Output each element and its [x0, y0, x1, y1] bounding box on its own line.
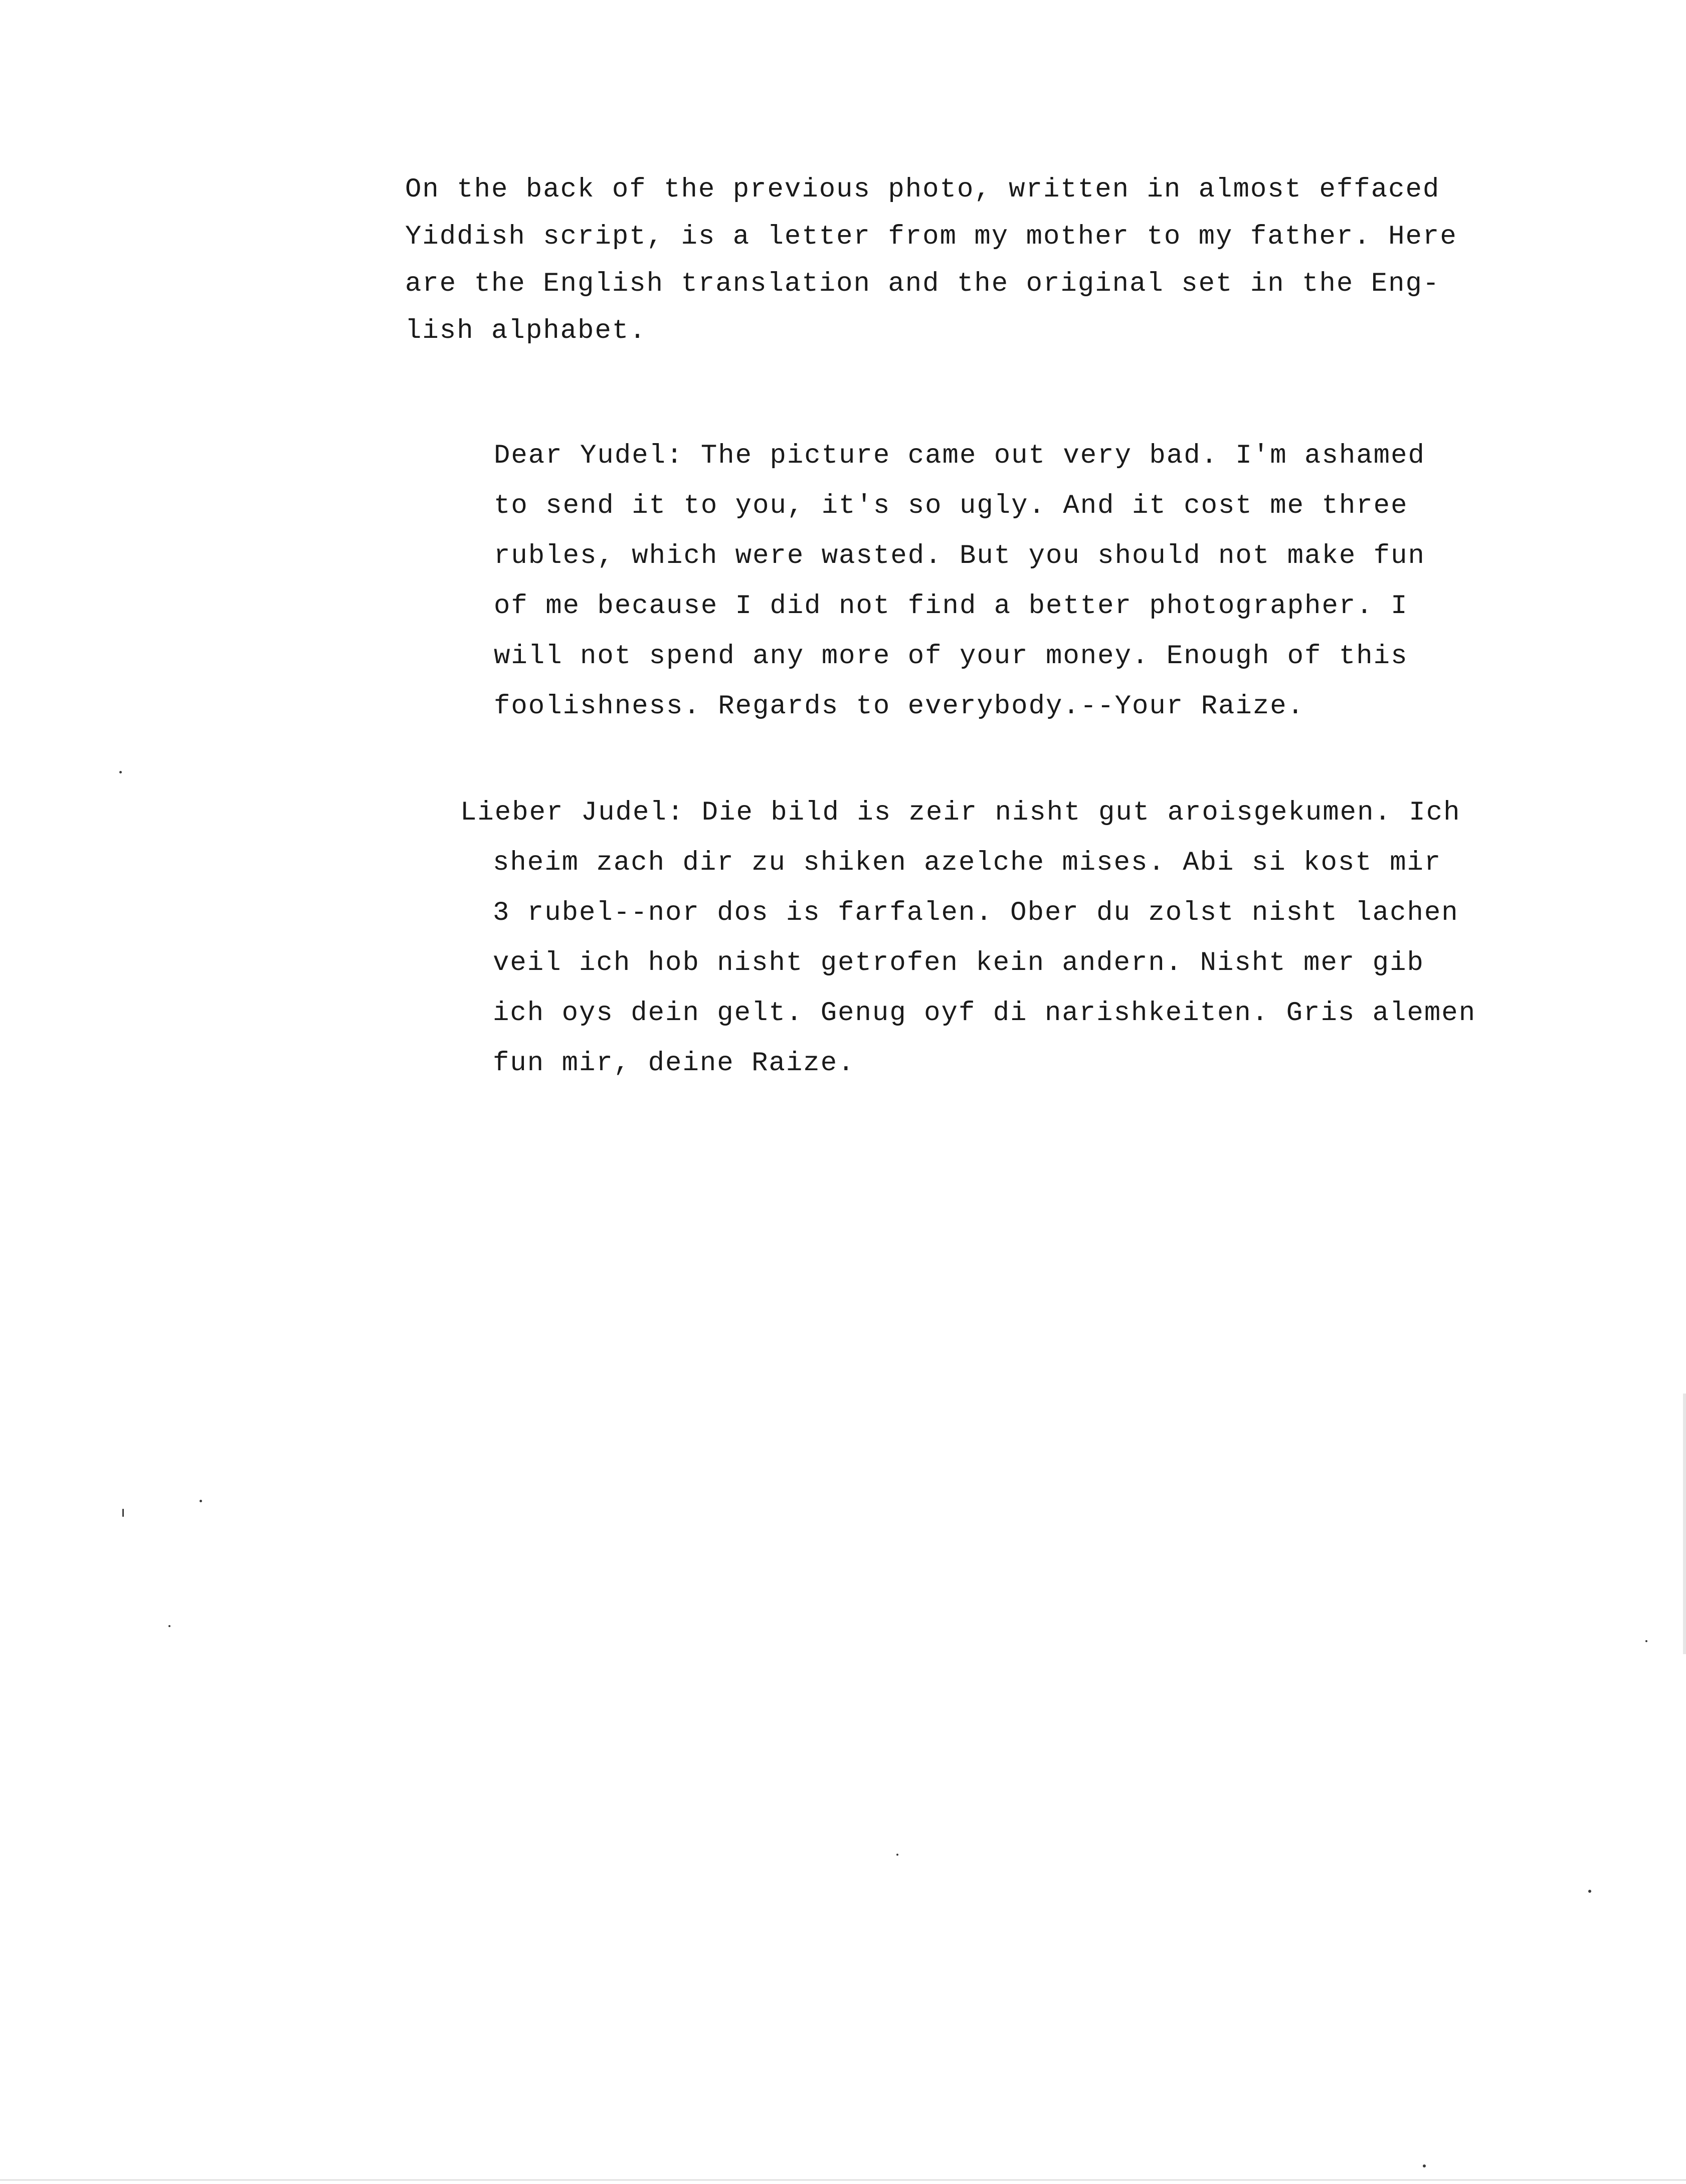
english-letter-line: Dear Yudel: The picture came out very bad. I'm ashamed	[494, 441, 1425, 471]
intro-line: Yiddish script, is a letter from my mother to my father. Here	[405, 222, 1457, 252]
intro-line: lish alphabet.	[405, 316, 647, 346]
scan-speck	[1588, 1890, 1591, 1893]
scan-speck	[1645, 1640, 1647, 1642]
english-letter	[494, 431, 1425, 732]
scan-speck	[122, 1509, 124, 1517]
intro-paragraph	[405, 166, 1457, 355]
yiddish-letter-line: ich oys dein gelt. Genug oyf di narishkeiten. Gris alemen	[493, 998, 1476, 1029]
scan-speck	[1423, 2164, 1426, 2167]
intro-line: are the English translation and the original set in the Eng-	[405, 269, 1440, 299]
yiddish-letter-line: fun mir, deine Raize.	[493, 1048, 855, 1079]
scan-speck	[168, 1625, 170, 1627]
scan-edge	[0, 2179, 1686, 2180]
scan-edge	[1683, 1394, 1686, 1654]
english-letter-line: will not spend any more of your money. Enough of this	[494, 641, 1408, 672]
english-letter-line: foolishness. Regards to everybody.--Your Raize.	[494, 691, 1305, 722]
intro-line: On the back of the previous photo, written in almost effaced	[405, 174, 1440, 205]
english-letter-line: of me because I did not find a better photographer. I	[494, 591, 1408, 622]
yiddish-letter-line: veil ich hob nisht getrofen kein andern. Nisht mer gib	[493, 948, 1424, 978]
scan-speck	[200, 1500, 202, 1502]
yiddish-letter	[460, 788, 1476, 1089]
english-letter-line: to send it to you, it's so ugly. And it cost me three	[494, 491, 1408, 521]
yiddish-letter-line: Lieber Judel: Die bild is zeir nisht gut aroisgekumen. Ich	[460, 798, 1461, 828]
scan-speck	[896, 1854, 898, 1856]
english-letter-line: rubles, which were wasted. But you should not make fun	[494, 541, 1425, 571]
yiddish-letter-line: sheim zach dir zu shiken azelche mises. Abi si kost mir	[493, 848, 1442, 878]
scan-speck	[119, 771, 122, 773]
yiddish-letter-line: 3 rubel--nor dos is farfalen. Ober du zolst nisht lachen	[493, 898, 1459, 928]
